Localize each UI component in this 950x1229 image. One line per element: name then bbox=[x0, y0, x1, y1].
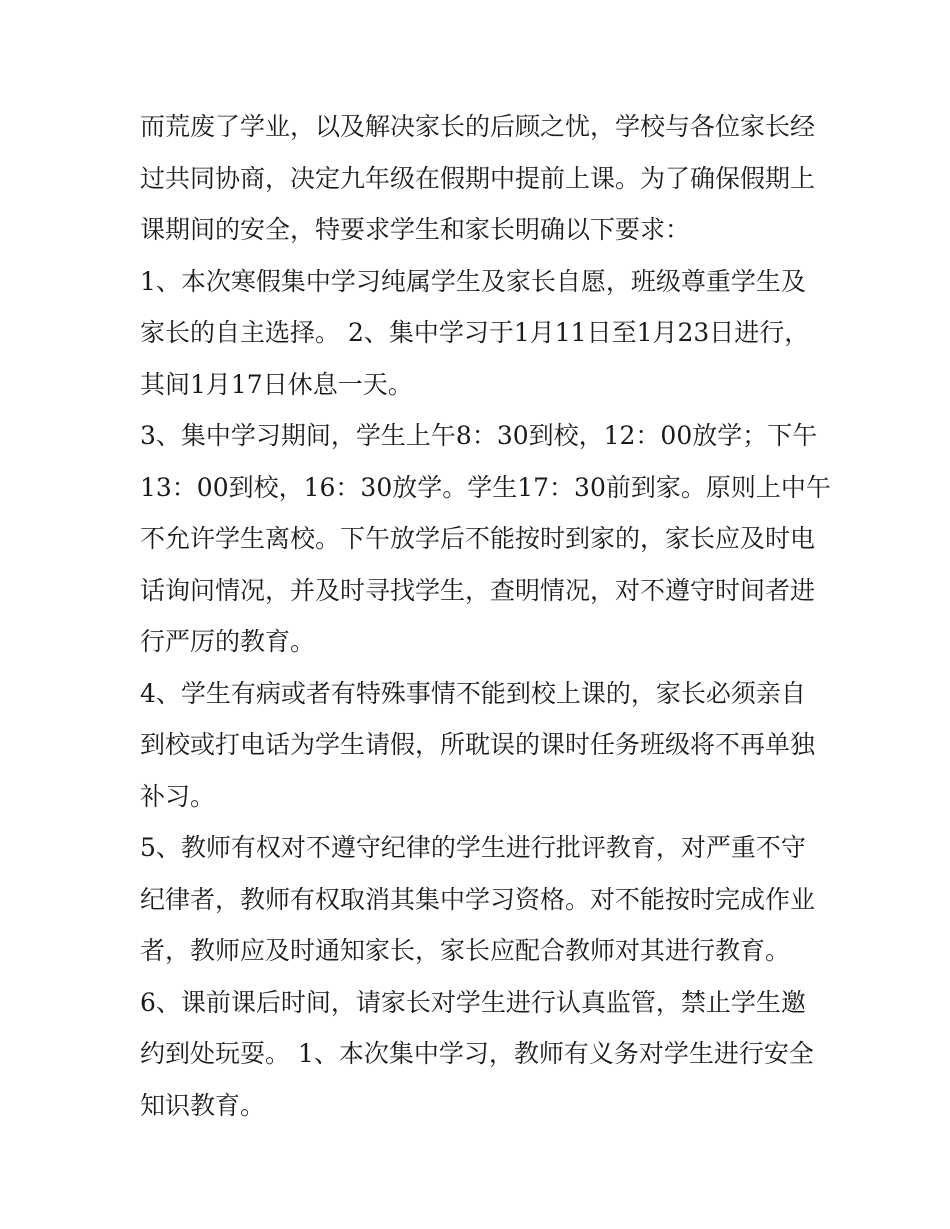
text-line: 补习。 bbox=[140, 781, 216, 811]
text-line: 到校或打电话为学生请假，所耽误的课时任务班级将不再单独 bbox=[140, 730, 816, 759]
text-line: 过共同协商，决定九年级在假期中提前上课。为了确保假期上 bbox=[140, 163, 816, 193]
text-line: 其间1月17日休息一天。 bbox=[140, 369, 413, 399]
text-line: 6、课前课后时间，请家长对学生进行认真监管，禁止学生邀 bbox=[140, 987, 806, 1017]
text-line: 13：00到校，16：30放学。学生17：30前到家。原则上中午 bbox=[140, 472, 831, 502]
text-line: 行严厉的教育。 bbox=[140, 627, 316, 656]
text-line: 约到处玩耍。 1、本次集中学习，教师有义务对学生进行安全 bbox=[140, 1039, 814, 1068]
text-line: 家长的自主选择。 2、集中学习于1月11日至1月23日进行， bbox=[140, 318, 810, 347]
text-line: 话询问情况，并及时寻找学生，查明情况，对不遵守时间者进 bbox=[140, 575, 816, 605]
text-line: 1、本次寒假集中学习纯属学生及家长自愿，班级尊重学生及 bbox=[140, 266, 806, 296]
text-line: 纪律者，教师有权取消其集中学习资格。对不能按时完成作业 bbox=[140, 884, 816, 914]
text-line: 者，教师应及时通知家长，家长应配合教师对其进行教育。 bbox=[140, 936, 791, 965]
document-body bbox=[140, 101, 830, 1131]
text-line: 3、集中学习期间，学生上午8：30到校，12：00放学；下午 bbox=[140, 421, 818, 450]
text-line: 5、教师有权对不遵守纪律的学生进行批评教育，对严重不守 bbox=[140, 833, 806, 862]
text-line: 4、学生有病或者有特殊事情不能到校上课的，家长必须亲自 bbox=[140, 678, 806, 708]
text-line: 不允许学生离校。下午放学后不能按时到家的，家长应及时电 bbox=[140, 524, 816, 553]
text-line: 知识教育。 bbox=[140, 1090, 266, 1120]
text-line: 而荒废了学业，以及解决家长的后顾之忧，学校与各位家长经 bbox=[140, 112, 816, 141]
text-line: 课期间的安全，特要求学生和家长明确以下要求： bbox=[140, 215, 691, 244]
